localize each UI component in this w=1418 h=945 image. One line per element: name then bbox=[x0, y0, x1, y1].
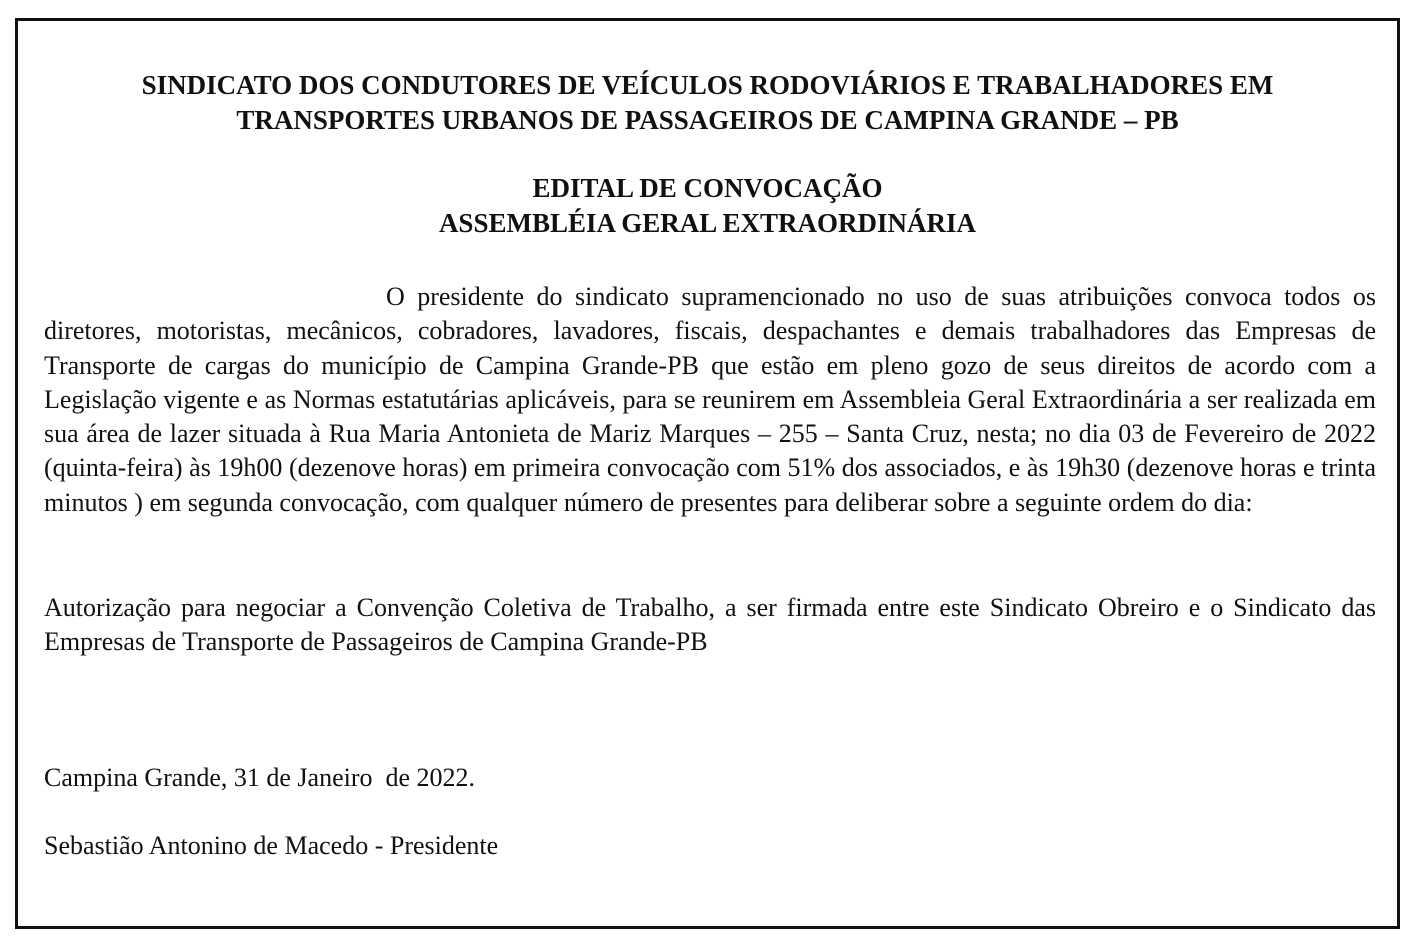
date-line: Campina Grande, 31 de Janeiro de 2022. bbox=[44, 763, 476, 792]
agenda-paragraph: Autorização para negociar a Convenção Coletiva de Trabalho, a ser firmada entre este Sindicato Obreiro e o Sindicato das Empresas de Transporte de Passageiros de Campina Grande-PB bbox=[44, 593, 1376, 657]
union-name-line-1: SINDICATO DOS CONDUTORES DE VEÍCULOS RODOVIÁRIOS E TRABALHADORES EM bbox=[141, 70, 1274, 100]
notice-subtitle: ASSEMBLÉIA GERAL EXTRAORDINÁRIA bbox=[438, 208, 977, 238]
signature-line: Sebastião Antonino de Macedo - Presidente bbox=[44, 831, 499, 860]
convocation-paragraph: O presidente do sindicato supramencionado no uso de suas atribuições convoca todos os diretores, motoristas, mecânicos, cobradores, lavadores, fiscais, despachantes e demais trabalhadores das Empresas de Transporte de cargas do município de Campina Grande-PB que estão em pleno gozo de seus direitos de acordo com a Legislação vigente e as Normas estatutárias aplicáveis, para se reunirem em Assembleia Geral Extraordinária a ser realizada em sua área de lazer situada à Rua Maria Antonieta de Mariz Marques – 255 – Santa Cruz, nesta; no dia 03 de Fevereiro de 2022 (quinta-feira) às 19h00 (dezenove horas) em primeira convocação com 51% dos associados, e às 19h30 (dezenove horas e trinta minutos ) em segunda convocação, com qualquer número de presentes para deliberar sobre a seguinte ordem do dia: bbox=[44, 282, 1376, 517]
union-name-line-2: TRANSPORTES URBANOS DE PASSAGEIROS DE CAMPINA GRANDE – PB bbox=[236, 105, 1179, 135]
notice-title: EDITAL DE CONVOCAÇÃO bbox=[532, 173, 883, 203]
notice-frame bbox=[15, 18, 1400, 929]
